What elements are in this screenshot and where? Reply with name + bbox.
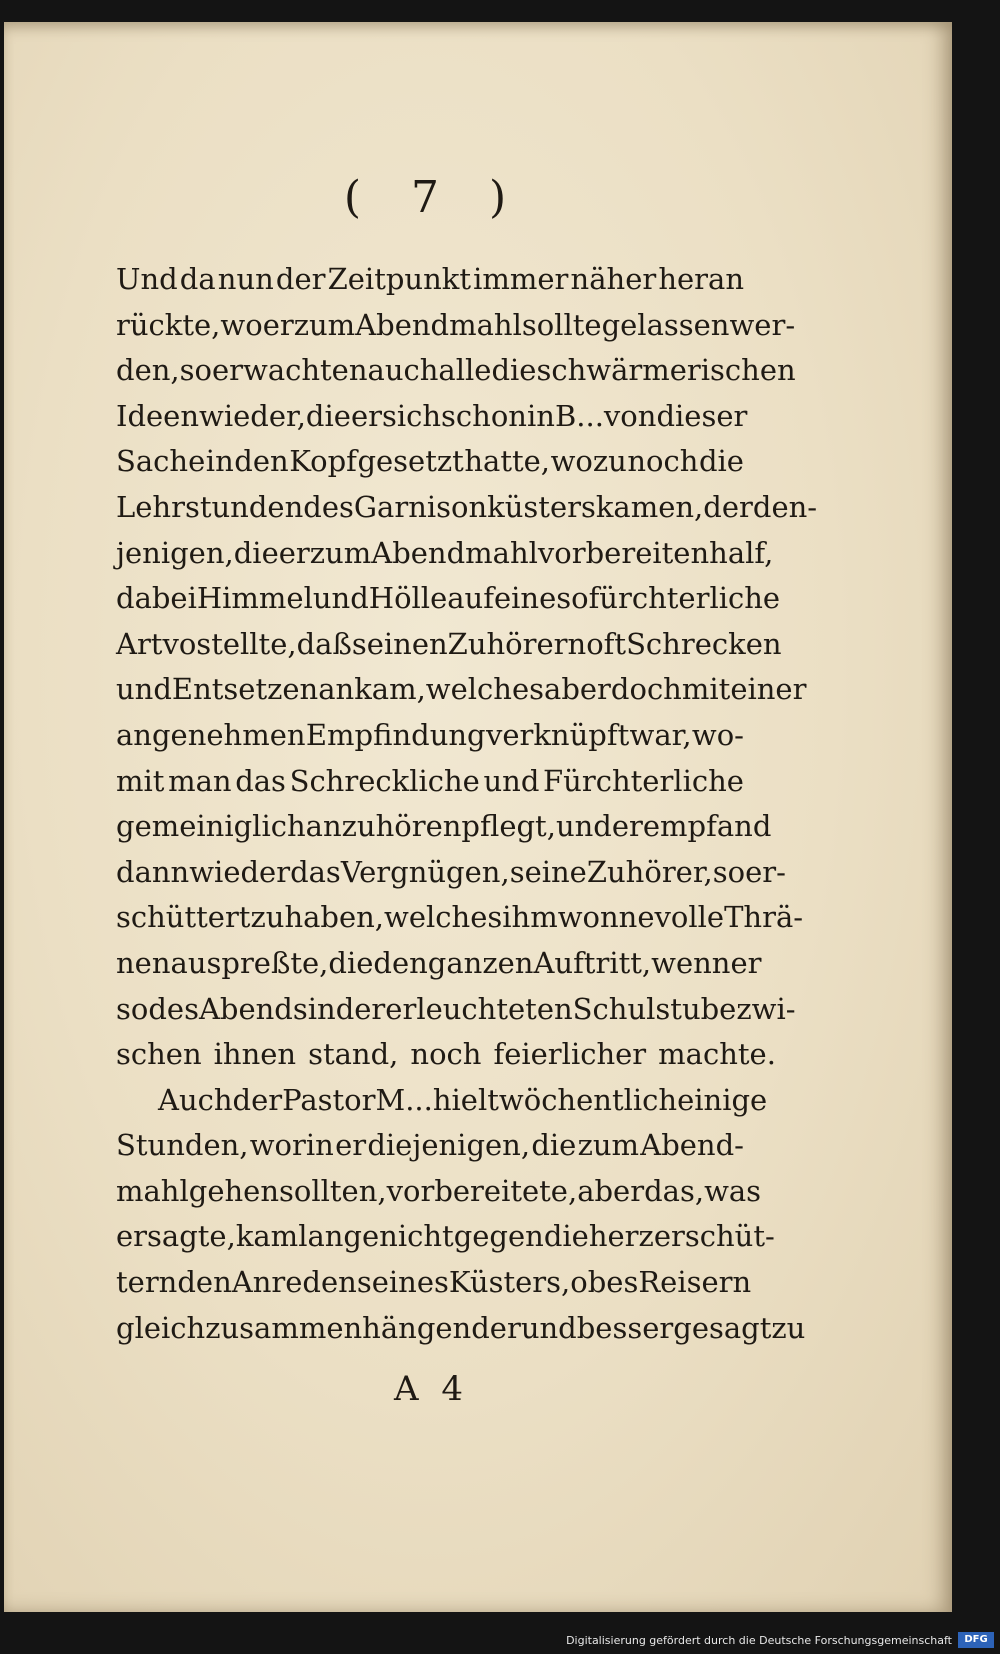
text-line: dann wieder das Vergnügen, seine Zuhörer, so er- bbox=[116, 854, 786, 889]
text-line: Und da nun der Zeitpunkt immer näher heran bbox=[116, 262, 744, 296]
text-line: schüttert zu haben, welches ihm wonnevolle Thrä- bbox=[116, 900, 804, 935]
text-line: mahl gehen sollten, vorbereitete, aber das, was bbox=[116, 1173, 762, 1208]
text-line: ternden Anreden seines Küsters, ob es Reisern bbox=[116, 1265, 752, 1300]
body-text bbox=[116, 257, 818, 1351]
text-line: er sagte, kam lange nicht gegen die herzerschüt- bbox=[116, 1219, 775, 1254]
text-line: Art vostellte, daß seinen Zuhörern oft Schrecken bbox=[116, 626, 782, 661]
text-line: Lehrstunden des Garnisonküsters kamen, der den- bbox=[116, 489, 818, 524]
text-line: jenigen, die er zum Abendmahl vorbereiten half, bbox=[116, 535, 774, 570]
text-line: mit man das Schreckliche und Fürchterliche bbox=[116, 763, 744, 798]
text-line: Auch der Pastor M... hielt wöchentlich einige bbox=[158, 1082, 768, 1117]
dfg-logo: DFG bbox=[958, 1632, 994, 1648]
text-line: Ideen wieder, die er sich schon in B... von dieser bbox=[116, 398, 748, 433]
text-line: schen ihnen stand, noch feierlicher machte. bbox=[116, 1037, 776, 1072]
page-number: ( 7 ) bbox=[343, 172, 525, 223]
text-line: so des Abends in der erleuchteten Schulstube zwi- bbox=[116, 991, 796, 1026]
digitization-credit: Digitalisierung gefördert durch die Deutsche Forschungsgemeinschaft bbox=[566, 1634, 952, 1647]
text-line: dabei Himmel und Hölle auf eine so fürchterliche bbox=[116, 581, 781, 616]
text-line: nen auspreßte, die den ganzen Auftritt, wenn er bbox=[116, 945, 762, 980]
text-line: den, so erwachten auch alle die schwärmerischen bbox=[116, 353, 796, 388]
text-line: Sache in den Kopf gesetzt hatte, wozu noch die bbox=[116, 444, 744, 479]
text-line: Stunden, worin er diejenigen, die zum Abend- bbox=[116, 1128, 744, 1163]
text-line: gemeiniglich anzuhören pflegt, und er empfand bbox=[116, 809, 772, 844]
text-line: rückte, wo er zum Abendmahl sollte gelassen wer- bbox=[116, 307, 796, 342]
text-line: gleich zusammenhängender und besser gesagt zu bbox=[116, 1310, 806, 1345]
text-line: und Entsetzen ankam, welches aber doch mit einer bbox=[116, 672, 807, 707]
signature-mark: A 4 bbox=[394, 1369, 469, 1409]
book-page bbox=[4, 22, 952, 1612]
text-line: angenehmen Empfindung verknüpft war, wo- bbox=[116, 717, 744, 752]
